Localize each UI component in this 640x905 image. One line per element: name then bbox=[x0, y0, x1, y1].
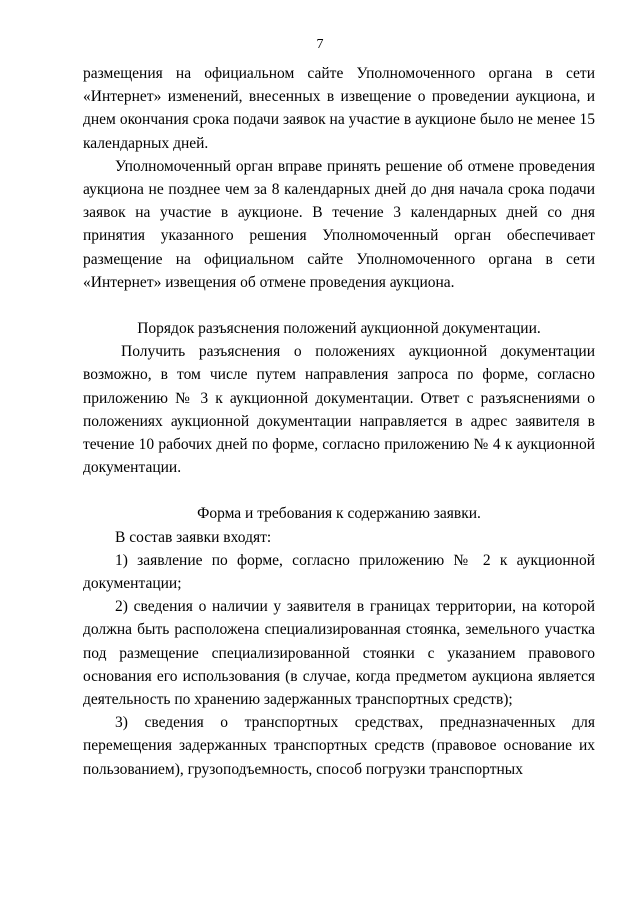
list-item-2: 2) сведения о наличии у заявителя в границах территории, на которой должна быть расположена специализированная стоянка, земельного участка под размещение специализированной стоянки с указанием правового основания его использования (в случае, когда предметом аукциона является деятельность по хранению задержанных транспортных средств); bbox=[83, 598, 595, 709]
paragraph-application-contents: В состав заявки входят: bbox=[115, 528, 272, 546]
paragraph-continuation: размещения на официальном сайте Уполномоченного органа в сети «Интернет» изменений, внесенных в извещение о проведении аукциона, и днем окончания срока подачи заявок на участие в аукционе было не менее 15 календарных дней. bbox=[83, 65, 595, 152]
paragraph-cancel-auction: Уполномоченный орган вправе принять решение об отмене проведения аукциона не позднее чем за 8 календарных дней до дня начала срока подачи заявок на участие в аукционе. В течение 3 календарных дней со дня принятия указанного решения Уполномоченный орган обеспечивает размещение на официальном сайте Уполномоченного органа в сети «Интернет» извещения об отмене проведения аукциона. bbox=[83, 157, 595, 291]
paragraph-clarification: Получить разъяснения о положениях аукционной документации возможно, в том числе путем направления запроса по форме, согласно приложению № 3 к аукционной документации. Ответ с разъяснениями о положениях аукционной документации направляется в адрес заявителя в течение 10 рабочих дней по форме, согласно приложению № 4 к аукционной документации. bbox=[83, 343, 595, 477]
section-heading-application-form: Форма и требования к содержанию заявки. bbox=[197, 505, 481, 523]
page-number: 7 bbox=[316, 37, 324, 52]
section-heading-clarification: Порядок разъяснения положений аукционной документации. bbox=[137, 320, 541, 338]
list-item-3: 3) сведения о транспортных средствах, предназначенных для перемещения задержанных транспортных средств (правовое основание их пользованием), грузоподъемность, способ погрузки транспортных bbox=[83, 714, 595, 778]
spacer bbox=[83, 479, 595, 502]
list-item-1: 1) заявление по форме, согласно приложению № 2 к аукционной документации; bbox=[83, 551, 595, 593]
spacer bbox=[83, 294, 595, 317]
document-body bbox=[83, 62, 595, 781]
